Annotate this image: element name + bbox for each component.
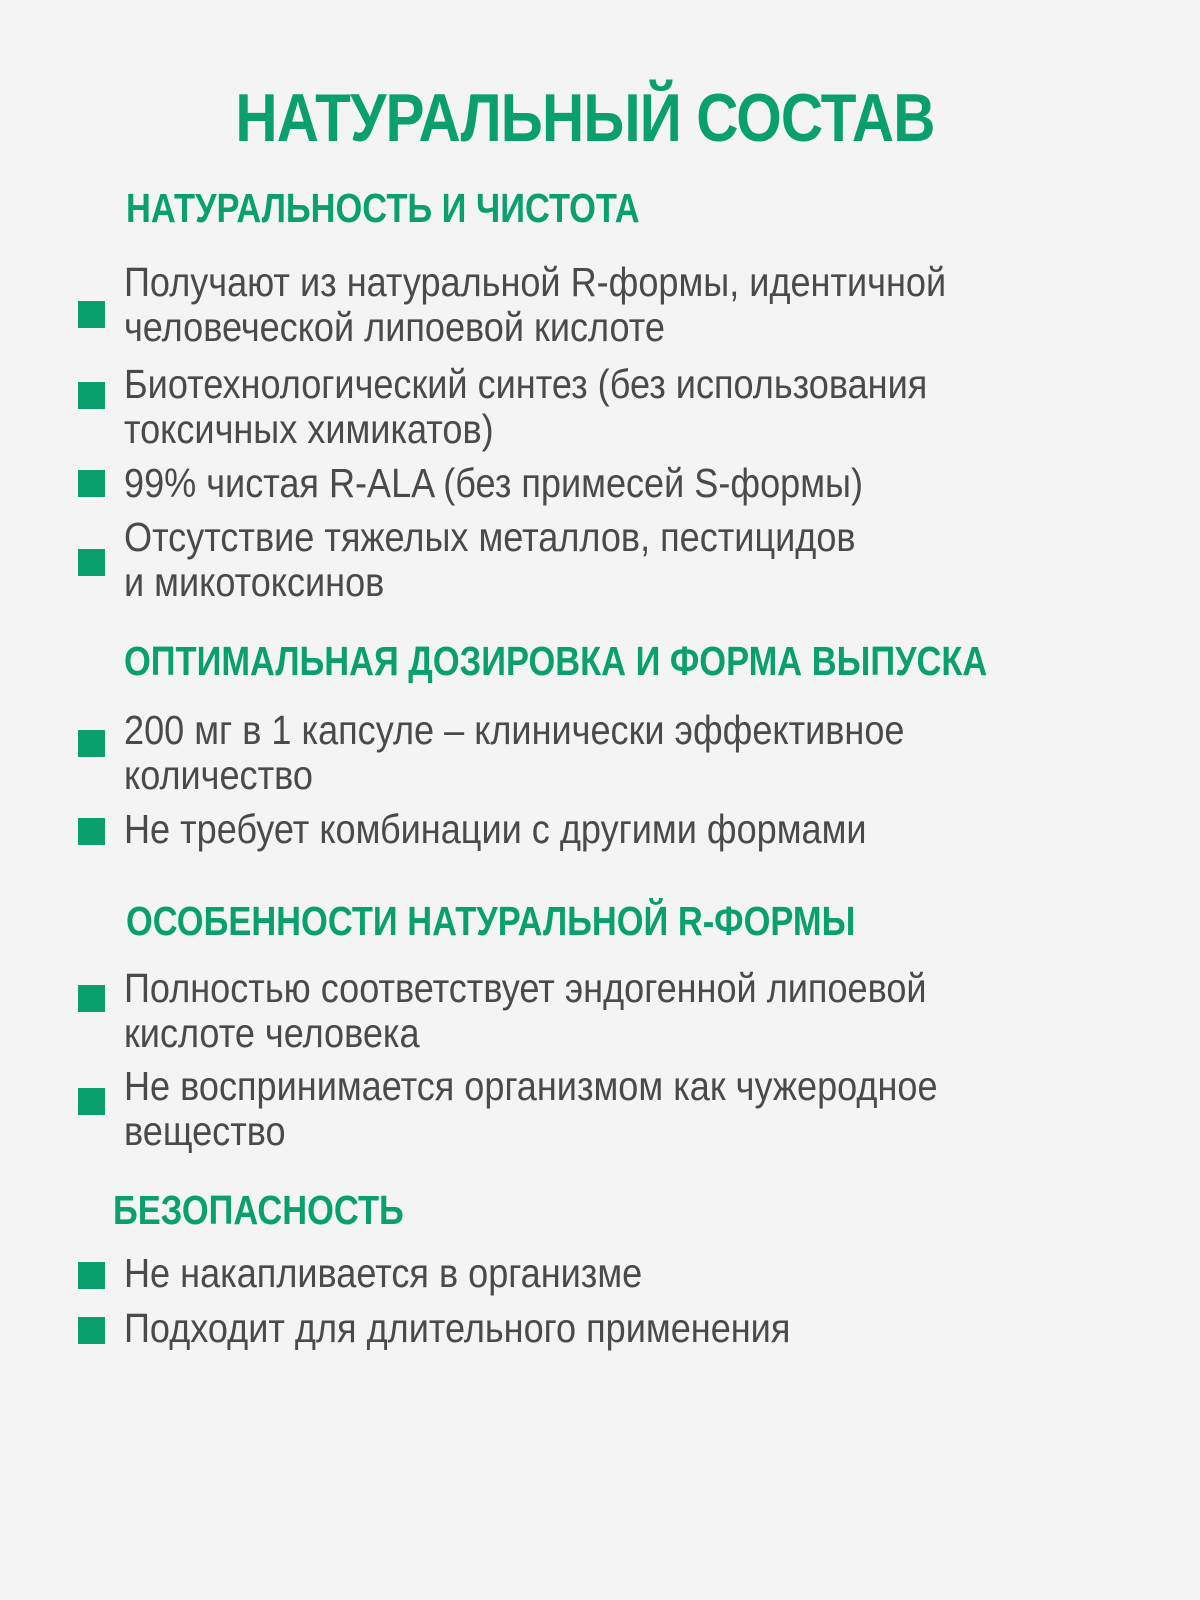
square-bullet-icon — [78, 1262, 105, 1289]
square-bullet-icon — [78, 470, 105, 497]
section-heading-r-form: ОСОБЕННОСТИ НАТУРАЛЬНОЙ R-ФОРМЫ — [126, 898, 856, 944]
square-bullet-icon — [78, 301, 105, 328]
square-bullet-icon — [78, 1317, 105, 1344]
item-text: Полностью соответствует эндогенной липоевой кислоте человека — [124, 965, 927, 1056]
page-title: НАТУРАЛЬНЫЙ СОСТАВ — [235, 80, 935, 156]
square-bullet-icon — [78, 549, 105, 576]
item-text: 200 мг в 1 капсуле – клинически эффективное количество — [124, 707, 905, 798]
square-bullet-icon — [78, 985, 105, 1012]
square-bullet-icon — [78, 818, 105, 845]
item-text: Подходит для длительного применения — [124, 1305, 791, 1351]
item-text: Биотехнологический синтез (без использования токсичных химикатов) — [124, 361, 928, 452]
section-heading-purity: НАТУРАЛЬНОСТЬ И ЧИСТОТА — [126, 185, 640, 231]
item-text: Получают из натуральной R-формы, идентичной человеческой липоевой кислоте — [124, 259, 947, 350]
square-bullet-icon — [78, 1088, 105, 1115]
item-text: 99% чистая R-ALA (без примесей S-формы) — [124, 460, 863, 506]
section-heading-dosage: ОПТИМАЛЬНАЯ ДОЗИРОВКА И ФОРМА ВЫПУСКА — [124, 638, 988, 684]
square-bullet-icon — [78, 382, 105, 409]
section-heading-safety: БЕЗОПАСНОСТЬ — [113, 1187, 404, 1233]
item-text: Не накапливается в организме — [124, 1250, 643, 1296]
square-bullet-icon — [78, 730, 105, 757]
item-text: Не воспринимается организмом как чужеродное вещество — [124, 1063, 938, 1154]
item-text: Отсутствие тяжелых металлов, пестицидов и микотоксинов — [124, 514, 856, 605]
item-text: Не требует комбинации с другими формами — [124, 806, 867, 852]
